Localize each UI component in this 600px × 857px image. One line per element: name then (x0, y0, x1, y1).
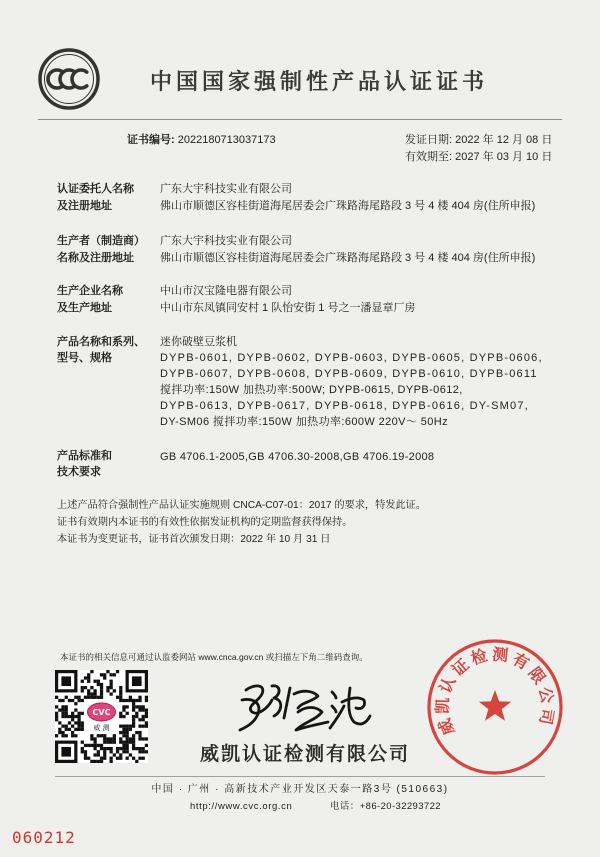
applicant-label-line2: 及注册地址 (57, 200, 112, 212)
product-label-line1: 产品名称和系列、 (57, 336, 145, 348)
signature-stroke (332, 706, 336, 712)
issuer-address: 中国 · 广州 · 高新技术产业开发区天泰一路3号 (510663) (151, 784, 449, 795)
product-models-line2: DYPB-0607, DYPB-0608, DYPB-0609, DYPB-0610, DYPB-0611 (160, 368, 538, 380)
applicant-label-line1: 认证委托人名称 (57, 183, 134, 195)
header-divider (38, 119, 562, 120)
standards-label-line2: 技术要求 (57, 466, 101, 478)
serial-number: 060212 (12, 828, 76, 847)
signature-stroke (284, 688, 290, 718)
qr-finder-pattern (132, 676, 142, 686)
valid-until-value: 2027 年 03 月 10 日 (455, 151, 553, 163)
manufacturer-name: 广东大宇科技实业有限公司 (160, 235, 292, 247)
product-models-line1: DYPB-0601, DYPB-0602, DYPB-0603, DYPB-0605, DYPB-0606, (160, 352, 543, 364)
issue-date (405, 133, 552, 147)
issuer-website: http://www.cvc.org.cn (190, 801, 293, 812)
product-models-line3: 搅拌功率:150W 加热功率:500W; DYPB-0615, DYPB-0612, (160, 384, 463, 396)
applicant-address: 佛山市顺德区容桂街道海尾居委会广珠路海尾路段 3 号 4 楼 404 房(住所申报) (160, 200, 536, 212)
product-models-line4: DYPB-0613, DYPB-0617, DYPB-0618, DYPB-0616, DY-SM07, (160, 400, 529, 412)
official-seal (424, 636, 566, 778)
valid-until (405, 150, 552, 164)
issuer-phone: 电话：+86-20-32293722 (330, 801, 441, 812)
seal-text-path: 威凯认证检测有限公司 (432, 644, 558, 738)
qr-finder-pattern (61, 747, 71, 757)
signature-stroke (294, 691, 318, 708)
qr-center-logo (84, 699, 119, 734)
cert-number-value: 2022180713037173 (177, 134, 276, 146)
product-models-line5: DY-SM06 搅拌功率:150W 加热功率:600W 220V～ 50Hz (160, 416, 449, 428)
manufacturer-label-line1: 生产者（制造商） (57, 235, 145, 247)
factory-name: 中山市汉宝隆电器有限公司 (160, 285, 292, 297)
issue-date-value: 2022 年 12 月 08 日 (455, 134, 553, 146)
statement-line3: 本证书为变更证书，证书首次颁发日期：2022 年 10 月 31 日 (57, 534, 331, 545)
manufacturer-label-line2: 名称及注册地址 (57, 252, 134, 264)
signature-stroke (296, 708, 328, 731)
statement-line1: 上述产品符合强制性产品认证实施规则 CNCA-C07-01：2017 的要求，特发此证。 (57, 500, 427, 511)
issuer-name: 威凯认证检测有限公司 (200, 744, 411, 765)
signature-stroke (349, 688, 370, 724)
ccc-logo (37, 47, 101, 111)
statement-line2: 证书有效期内本证书的有效性依据发证机构的定期监督获得保持。 (57, 517, 353, 528)
certificate-title: 中国国家强制性产品认证证书 (150, 70, 489, 95)
manufacturer-address: 佛山市顺德区容桂街道海尾居委会广珠路海尾路段 3 号 4 楼 404 房(住所申报) (160, 252, 536, 264)
signature-stroke (272, 686, 281, 716)
signature-stroke (332, 692, 336, 698)
qr-finder-pattern (61, 676, 71, 686)
standards-label-line1: 产品标准和 (57, 450, 112, 462)
product-label-line2: 型号、规格 (57, 352, 112, 364)
cert-number-label: 证书编号: (127, 134, 175, 146)
standards-value: GB 4706.1-2005,GB 4706.30-2008,GB 4706.19-2008 (160, 451, 435, 463)
ccc-logo-c3 (72, 70, 87, 88)
factory-label-line2: 及生产地址 (57, 302, 112, 314)
seal-star-icon (479, 690, 511, 721)
query-note: 本证书的相关信息可通过认监委网站 www.cnca.gov.cn 或扫描左下角二维码查询。 (60, 652, 368, 662)
qr-logo-subtext: 威 测 (93, 724, 110, 732)
qr-code (55, 670, 148, 763)
signature-stroke (342, 698, 365, 709)
product-name: 迷你破壁豆浆机 (160, 336, 237, 348)
footer-divider (55, 776, 545, 777)
signature-stroke (330, 706, 344, 728)
signature (232, 672, 372, 734)
cert-number (127, 133, 276, 147)
valid-until-label: 有效期至: (405, 151, 453, 163)
qr-logo-text: CVC (92, 708, 111, 717)
signature-stroke (240, 700, 259, 730)
applicant-name: 广东大宇科技实业有限公司 (160, 183, 292, 195)
ccc-logo-inner-ring (45, 55, 94, 104)
factory-label-line1: 生产企业名称 (57, 285, 123, 297)
issue-date-label: 发证日期: (405, 134, 453, 146)
factory-address: 中山市东凤镇同安村 1 队怡安街 1 号之一潘显章厂房 (160, 302, 416, 314)
